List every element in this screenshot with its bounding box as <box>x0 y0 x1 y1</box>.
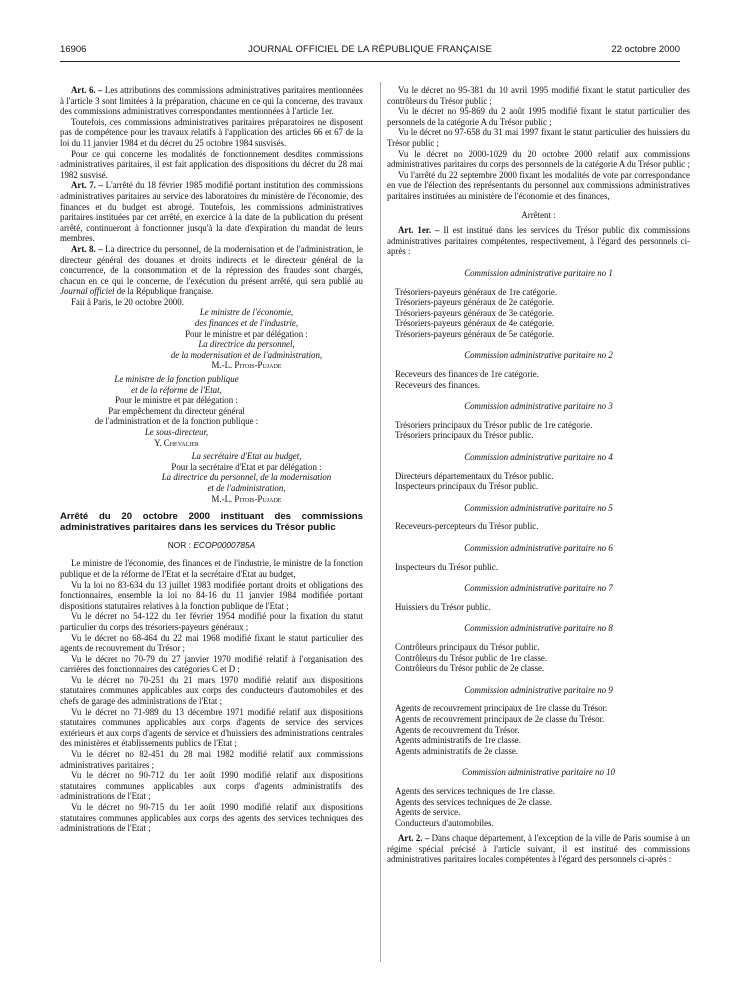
sig-line: de la modernisation et de l'administration, <box>170 349 323 360</box>
commission-item: Agents de service. <box>395 807 461 818</box>
commission-item: Agents de recouvrement du Trésor. <box>395 724 520 735</box>
commission-item: Agents des services techniques de 2e classe. <box>395 796 552 807</box>
visa: Vu le décret no 70-251 du 21 mars 1970 modifié relatif aux dispositions statutaires communes applicables aux corps des conducteurs d'automobiles et des chefs de garage des administrations de l'Etat ; <box>60 674 363 707</box>
commission-item: Inspecteurs du Trésor public. <box>395 561 499 572</box>
commission-4 <box>387 452 690 492</box>
visa: Vu le décret no 95-869 du 2 août 1995 modifié fixant le statut particulier des personnels de la catégorie A du Trésor public ; <box>387 106 690 127</box>
commission-item: Trésoriers principaux du Trésor public de 1re catégorie. <box>395 419 593 430</box>
commission-item: Conducteurs d'automobiles. <box>395 817 494 828</box>
signature-block-3 <box>130 451 363 504</box>
sig-line: de l'administration et de la fonction publique : <box>94 416 259 427</box>
commissions-list <box>387 268 690 828</box>
column-divider <box>380 82 381 962</box>
commission-6 <box>387 543 690 572</box>
visa: Vu le décret no 95-381 du 10 avril 1995 modifié fixant le statut particulier des contrôleurs du Trésor public ; <box>387 85 690 106</box>
visa: Vu le décret no 90-712 du 1er août 1990 modifié relatif aux dispositions statutaires communes applicables aux corps d'agents administratifs des administrations de l'Etat ; <box>60 770 363 802</box>
commission-item: Receveurs des finances. <box>395 379 481 390</box>
visa: Vu le décret no 90-715 du 1er août 1990 modifié relatif aux dispositions statutaires communes applicables aux corps des agents des services techniques des administrations de l'Etat ; <box>60 802 363 834</box>
article-text: Dans chaque département, à l'exception de la ville de Paris soumise à un régime spécial précisé à l'article suivant, il est institué des commissions administratives paritaires locales compétentes à l'égard des personnels ci-après : <box>387 833 690 865</box>
article-2 <box>387 833 690 865</box>
commission-heading: Commission administrative paritaire no 4 <box>464 452 613 463</box>
commission-heading: Commission administrative paritaire no 5 <box>464 502 613 513</box>
nor-reference <box>60 540 363 551</box>
visa: Vu la loi no 83-634 du 13 juillet 1983 modifiée portant droits et obligations des fonctionnaires, ensemble la loi no 84-16 du 11 janvier 1984 modifiée portant dispositions statutaires relatives à la fonction publique de l'Etat ; <box>60 579 363 611</box>
signatory-name: M.-L. Pitois-Pujade <box>211 493 282 504</box>
sig-line: La directrice du personnel, de la modernisation <box>161 472 332 483</box>
journal-ref: Journal officiel <box>60 286 115 297</box>
visa: Le ministre de l'économie, des finances et de l'industrie, le ministre de la fonction publique et de la réforme de l'Etat et la secrétaire d'Etat au budget, <box>60 558 363 579</box>
commission-8 <box>387 623 690 673</box>
visa: Vu l'arrêté du 22 septembre 2000 fixant les modalités de vote par correspondance en vue de l'élection des représentants du personnel aux commissions administratives paritaires instituées au ministère de l'économie et des finances, <box>387 169 690 201</box>
commission-item: Contrôleurs du Trésor public de 2e classe. <box>395 663 545 674</box>
sig-line: Le sous-directeur, <box>144 427 209 437</box>
commission-item: Huissiers du Trésor public. <box>395 601 491 612</box>
article-text: L'arrêté du 18 février 1985 modifié portant institution des commissions administratives paritaires au service des laboratoires du ministère de l'économie, des finances et du budget est abrogé. Toutefois, les commissions administratives paritaires instituées par cet arrêté, en exercice à la date de la publication du présent arrêté, continueront à fonctionner jusqu'à la date d'expiration du mandat de leurs membres. <box>60 180 363 244</box>
commission-3 <box>387 401 690 441</box>
article-text: La directrice du personnel, de la modernisation et de l'administration, le directeur général des douanes et droits indirects et le directeur général de la concurrence, de la consommation et de la répression des fraudes sont chargés, chacun en ce qui le concerne, de l'exécution du présent arrêté, qui sera publié au <box>60 243 363 286</box>
sig-line: des finances et de l'industrie, <box>194 318 299 329</box>
commission-heading: Commission administrative paritaire no 8 <box>464 623 613 634</box>
commission-2 <box>387 350 690 390</box>
visa: Vu le décret no 71-989 du 13 décembre 1971 modifié relatif aux dispositions statutaires communes applicables aux corps d'agents de service des services extérieurs et aux corps d'agents de service et d'huissiers des administrations centrales des ministères et établissements publics de l'Etat ; <box>60 706 363 749</box>
commission-item: Trésoriers-payeurs généraux de 2e catégorie. <box>395 297 555 308</box>
article-1 <box>387 225 690 257</box>
commission-item: Receveurs des finances de 1re catégorie. <box>395 369 539 380</box>
sig-line: Pour le ministre et par délégation : <box>185 328 308 339</box>
sig-line: La directrice du personnel, <box>198 339 295 350</box>
visa: Vu le décret no 68-464 du 22 mai 1968 modifié fixant le statut particulier des agents de recouvrement du Trésor ; <box>60 632 363 654</box>
article-text: Il est institué dans les services du Trésor public dix commissions administratives paritaires compétentes, respectivement, à l'égard des personnels ci-après : <box>387 225 691 257</box>
article-label: Art. 6. – <box>71 85 103 95</box>
article-7 <box>60 180 363 244</box>
visa: Vu le décret no 70-79 du 27 janvier 1970 modifié relatif à l'organisation des carrières des fonctionnaires des catégories C et D ; <box>60 653 363 675</box>
article-label: Art. 2. – <box>398 833 430 844</box>
signature-block-2 <box>60 374 293 448</box>
commission-item: Trésoriers-payeurs généraux de 4e catégorie. <box>395 318 555 329</box>
article-6 <box>60 85 363 117</box>
sig-line: et de la réforme de l'Etat, <box>131 384 222 395</box>
commission-item: Directeurs départementaux du Trésor public. <box>395 470 554 481</box>
article-label: Art. 8. – <box>71 243 103 254</box>
place-date: Fait à Paris, le 20 octobre 2000. <box>71 296 184 307</box>
paragraph: Pour ce qui concerne les modalités de fonctionnement desdites commissions administratives paritaires, il est fait application des dispositions du décret du 28 mai 1982 susvisé. <box>60 148 363 180</box>
commission-heading: Commission administrative paritaire no 10 <box>461 767 615 778</box>
commission-item: Agents des services techniques de 1re classe. <box>395 785 555 796</box>
commission-heading: Commission administrative paritaire no 7 <box>464 583 613 594</box>
commission-heading: Commission administrative paritaire no 2 <box>464 350 613 361</box>
commission-item: Contrôleurs principaux du Trésor public. <box>395 641 540 652</box>
sig-line: et de l'administration, <box>207 482 286 493</box>
running-header <box>60 44 680 58</box>
commission-item: Agents administratifs de 2e classe. <box>395 745 518 756</box>
nor-label: NOR : <box>167 539 194 550</box>
commission-item: Agents de recouvrement principaux de 1re classe du Trésor. <box>395 703 608 714</box>
issue-date: 22 octobre 2000 <box>611 44 680 55</box>
commission-item: Receveurs-percepteurs du Trésor public. <box>395 521 539 532</box>
commission-10 <box>387 767 690 828</box>
commission-item: Inspecteurs principaux du Trésor public. <box>395 481 539 492</box>
sig-line: Pour le ministre et par délégation : <box>115 395 238 406</box>
nor-code: ECOP0000785A <box>193 539 256 550</box>
article-label: Art. 1er. – <box>398 225 440 236</box>
commission-item: Contrôleurs du Trésor public de 1re classe. <box>395 652 548 663</box>
sig-line: La secrétaire d'Etat au budget, <box>191 451 302 462</box>
commission-item: Trésoriers-payeurs généraux de 3e catégorie. <box>395 307 555 318</box>
commission-item: Agents administratifs de 1re classe. <box>395 735 521 746</box>
signatory-name: M.-L. Pitois-Pujade <box>211 360 282 371</box>
commission-item: Agents de recouvrement principaux de 2e classe du Trésor. <box>395 713 605 724</box>
right-column <box>387 85 690 865</box>
left-column <box>60 85 363 834</box>
sig-line: Par empêchement du directeur général <box>108 405 245 416</box>
header-rule <box>60 61 680 62</box>
commission-9 <box>387 685 690 757</box>
commission-heading: Commission administrative paritaire no 1 <box>464 267 613 278</box>
commission-heading: Commission administrative paritaire no 9 <box>464 684 613 695</box>
commission-item: Trésoriers principaux du Trésor public. <box>395 430 534 441</box>
sig-line: Le ministre de l'économie, <box>199 307 294 318</box>
sig-line: Pour la secrétaire d'Etat et par délégation : <box>171 461 322 472</box>
commission-7 <box>387 583 690 612</box>
article-8 <box>60 244 363 297</box>
visa: Vu le décret no 97-658 du 31 mai 1997 fixant le statut particulier des huissiers du Trésor public ; <box>387 127 690 148</box>
decree-title: Arrêté du 20 octobre 2000 instituant des commissions administratives paritaires dans les services du Trésor public <box>60 511 363 533</box>
journal-title: JOURNAL OFFICIEL DE LA RÉPUBLIQUE FRANÇAISE <box>248 44 492 55</box>
signatory-name: Y. Chevalier <box>154 437 199 448</box>
signature-block-1 <box>130 307 363 371</box>
article-text-end: de la République française. <box>114 286 214 297</box>
visa: Vu le décret no 2000-1029 du 20 octobre 2000 relatif aux commissions administratives paritaires du corps des personnels de la catégorie A du Trésor public ; <box>387 148 690 170</box>
sig-line: Le ministre de la fonction publique <box>114 374 239 385</box>
commission-item: Trésoriers-payeurs généraux de 5e catégorie. <box>395 328 555 339</box>
arretent: Arrêtent : <box>521 209 556 220</box>
commission-item: Trésoriers-payeurs généraux de 1re catégorie. <box>395 286 558 297</box>
commission-heading: Commission administrative paritaire no 3 <box>464 401 613 412</box>
commission-5 <box>387 503 690 532</box>
commission-heading: Commission administrative paritaire no 6 <box>464 543 613 553</box>
article-text: Les attributions des commissions administratives paritaires mentionnées à l'article 3 sont limitées à la préparation, chacune en ce qui la concerne, des travaux des commissions administratives correspondantes mentionnées à l'article 1er. <box>60 85 363 117</box>
paragraph: Toutefois, ces commissions administratives paritaires préparatoires ne disposent pas de compétence pour les travaux relatifs à l'application des articles 66 et 67 de la loi du 11 janvier 1984 et du décret du 25 octobre 1984 susvisés. <box>60 116 363 148</box>
page-number: 16906 <box>60 44 87 55</box>
commission-1 <box>387 268 690 340</box>
visa: Vu le décret no 82-451 du 28 mai 1982 modifié relatif aux commissions administratives paritaires ; <box>60 749 363 770</box>
article-label: Art. 7. – <box>71 180 103 191</box>
visa: Vu le décret no 54-122 du 1er février 1954 modifié pour la fixation du statut particulier du corps des trésoriers-payeurs généraux ; <box>60 611 363 632</box>
